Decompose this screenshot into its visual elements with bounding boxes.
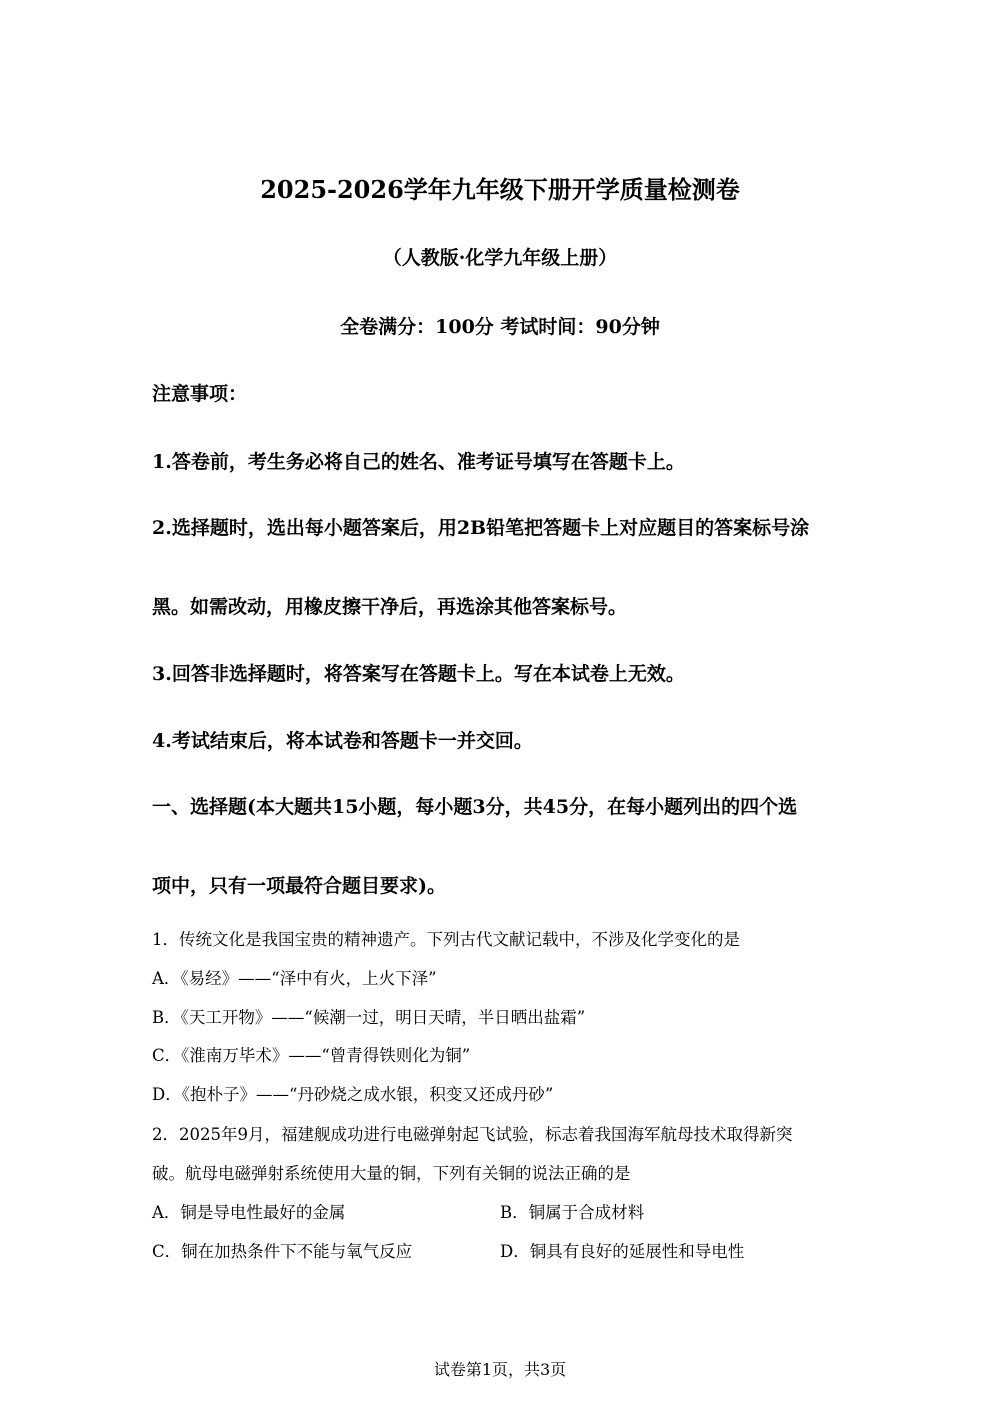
notice-item-4: 4.考试结束后，将本试卷和答题卡一并交回。 bbox=[152, 730, 533, 752]
notice-item-2-line-1: 2.选择题时，选出每小题答案后，用2B铅笔把答题卡上对应题目的答案标号涂 bbox=[152, 517, 810, 539]
question-2-option-b: B．铜属于合成材料 bbox=[500, 1203, 645, 1222]
question-1-option-d: D．《抱朴子》——“丹砂烧之成水银，积变又还成丹砂” bbox=[152, 1085, 554, 1104]
question-2-stem-line-2: 破。航母电磁弹射系统使用大量的铜，下列有关铜的说法正确的是 bbox=[152, 1164, 631, 1183]
section-1-heading-line-2: 项中，只有一项最符合题目要求)。 bbox=[152, 875, 446, 897]
section-1-heading-line-1: 一、选择题(本大题共15小题，每小题3分，共45分，在每小题列出的四个选 bbox=[152, 796, 798, 818]
question-2-option-c: C．铜在加热条件下不能与氧气反应 bbox=[152, 1242, 413, 1261]
question-2-stem-line-1: 2．2025年9月，福建舰成功进行电磁弹射起飞试验，标志着我国海军航母技术取得新突 bbox=[152, 1125, 793, 1144]
question-1-option-b: B．《天工开物》——“候潮一过，明日天晴，半日晒出盐霜” bbox=[152, 1008, 586, 1027]
exam-title: 2025-2026学年九年级下册开学质量检测卷 bbox=[260, 175, 740, 204]
question-2-option-a: A．铜是导电性最好的金属 bbox=[152, 1203, 346, 1222]
exam-subtitle: （人教版·化学九年级上册） bbox=[382, 247, 618, 269]
question-1-option-c: C．《淮南万毕术》——“曾青得铁则化为铜” bbox=[152, 1046, 471, 1065]
notice-item-3: 3.回答非选择题时，将答案写在答题卡上。写在本试卷上无效。 bbox=[152, 663, 685, 685]
notice-item-1: 1.答卷前，考生务必将自己的姓名、准考证号填写在答题卡上。 bbox=[152, 451, 685, 473]
exam-meta: 全卷满分：100分 考试时间：90分钟 bbox=[340, 316, 660, 338]
notice-item-2-line-2: 黑。如需改动，用橡皮擦干净后，再选涂其他答案标号。 bbox=[152, 596, 628, 618]
question-1-option-a: A．《易经》——“泽中有火，上火下泽” bbox=[152, 969, 437, 988]
page-footer: 试卷第1页，共3页 bbox=[433, 1360, 567, 1379]
question-1-stem: 1．传统文化是我国宝贵的精神遗产。下列古代文献记载中，不涉及化学变化的是 bbox=[152, 930, 740, 949]
notice-heading: 注意事项： bbox=[152, 383, 248, 405]
question-2-option-d: D．铜具有良好的延展性和导电性 bbox=[500, 1242, 745, 1261]
